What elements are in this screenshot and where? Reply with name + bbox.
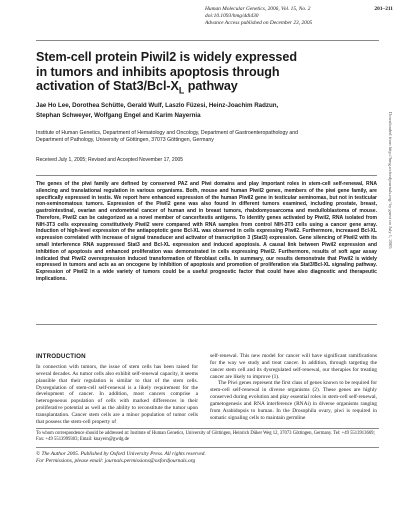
intro-left-column: In connection with tumors, the issue of stem cells has been raised for several decades. As tumor cells also exhibit self-renewal capacity, it seems plausible that their regulation is similar to that of the stem cells. Dysregulation of stem-cell self-renewal is a likely requirement for the development of cancer. In addition, most cancers comprise a heterogeneous population of cells with marked differences in their proliferative potential as well as the ability to reconstitute the tumor upon transplantation. Cancer stem cells are a minor population of tumor cells that possess the stem-cell property of [36,364,198,425]
journal-header [205,6,393,27]
author-list [36,101,376,120]
section-heading-introduction: INTRODUCTION [36,353,86,360]
received-dates: Received July 1, 2005; Revised and Accepted November 17, 2005 [36,157,184,163]
affiliations [36,130,376,144]
permissions-line[interactable]: For Permissions, please email: journals.permissions@oxfordjournals.org [36,458,196,464]
correspondence-footnote: To whom correspondence should be addressed at: Institute of Human Genetics, University of Göttingen, Heinrich Düker Weg 12, 37073 Göttingen, Germany. Tel: +49 5513913669; Fax: +49 5513999303; Email: knayern@gwdg.de [36,431,375,442]
intro-right-paragraph-2: The Piwi genes represent the first class of genes known to be required for stem-cell self-renewal in diverse organisms (2). These genes are highly conserved during evolution and play essential roles in stem-cell self-renewal, gametogenesis and RNA interference (RNAi) in diverse organisms ranging from Arabidopsis to human. In the Drosophila ovary, piwi is required in somatic signaling cells to maintain germline [210,380,377,421]
title-line-1: Stem-cell protein Piwil2 is widely expressed [36,50,297,64]
copyright-line-1: © The Author 2005. Published by Oxford University Press. All rights reserved. [36,451,206,457]
intro-right-paragraph-1: self-renewal. This new model for cancer will have significant ramifications for the way we study and treat cancer. In addition, through targeting the cancer stem cell and its dysregulated self-renewal, our therapies for treating cancer are likely to improve (1). [210,353,377,380]
footnote-divider [36,428,379,429]
download-watermark: Downloaded from http://hmg.oxfordjournals.org/ by guest on July 1, 2005 [388,112,393,249]
copyright-divider [36,447,379,448]
header-divider [36,40,379,41]
authors-line-2: Stephan Schweyer, Wolfgang Engel and Karim Nayernia [36,111,201,119]
article-title [36,50,366,94]
copyright-notice [36,451,379,465]
advance-access-date: Advance Access published on December 23, 2005 [205,20,313,26]
abstract: The genes of the piwi family are defined by conserved PAZ and Piwi domains and play important roles in stem-cell self-renewal, RNA silencing and translational regulation in various organisms. Both, mouse and human Piwil2 genes, members of the piwi gene family, are specifically expressed in testis. We report here enhanced expression of the human Piwil2 gene in testicular seminomas, but not in testicular non-seminomatous tumors. Expression of the Piwil2 gene was also found in different tumors examined, including prostate, breast, gastrointestinal, ovarian and endometrial cancer of human and in breast tumors, rhabdomyosarcoma and medulloblastoma of mouse. Therefore, Piwil2 can be categorized as a novel member of cancer/testis antigens. To identify genes activated by Piwil2, RNA isolated from NIH-3T3 cells expressing constitutively Piwil2 were compared with RNA samples from control NIH-3T3 cells using a cancer gene array. Induction of high-level expression of the antiapoptotic gene Bcl-XL was observed in cells expressing Piwil2. Furthermore, increased Bcl-XL expression correlated with increase of signal transducer and activator of transcription 3 (Stat3) expression. Gene silencing of Piwil2 with its small interference RNA suppressed Stat3 and Bcl-XL expression and induced apoptosis. A causal link between Piwil2 expression and inhibition of apoptosis and enhanced proliferation was demonstrated in cells expressing Piwil2. Furthermore, results of soft agar assay indicated that Piwil2 overexpression induced transformation of fibroblast cells. In summary, our results demonstrate that Piwil2 is widely expressed in tumors and acts as an oncogene by inhibition of apoptosis and promotion of proliferation via Stat3/Bcl-XL signaling pathway. Expression of Piwil2 in a wide variety of tumors could be a useful prognostic factor that could have also diagnostic and therapeutic implications. [36,181,377,282]
journal-citation: Human Molecular Genetics, 2006, Vol. 15, No. 2 [205,6,311,12]
affiliation-line-1: Institute of Human Genetics, Department of Hematology and Oncology, Department of Gastroenteropathology and [36,130,299,136]
intro-right-column [210,353,377,421]
page-range: 201–211 [374,6,393,12]
authors-line-1: Jae Ho Lee, Dorothea Schütte, Gerald Wulf, Laszlo Füzesi, Heinz-Joachim Radzun, [36,102,279,109]
title-line-3: activation of $Stat3/Bcl-X_L$ pathway [36,79,238,96]
doi[interactable]: doi:10.1093/hmg/ddi430 [205,13,259,19]
affiliation-line-2: Department of Pathology, University of Göttingen, 37073 Göttingen, Germany [36,137,214,143]
title-line-2: in tumors and inhibits apoptosis through [36,64,280,79]
